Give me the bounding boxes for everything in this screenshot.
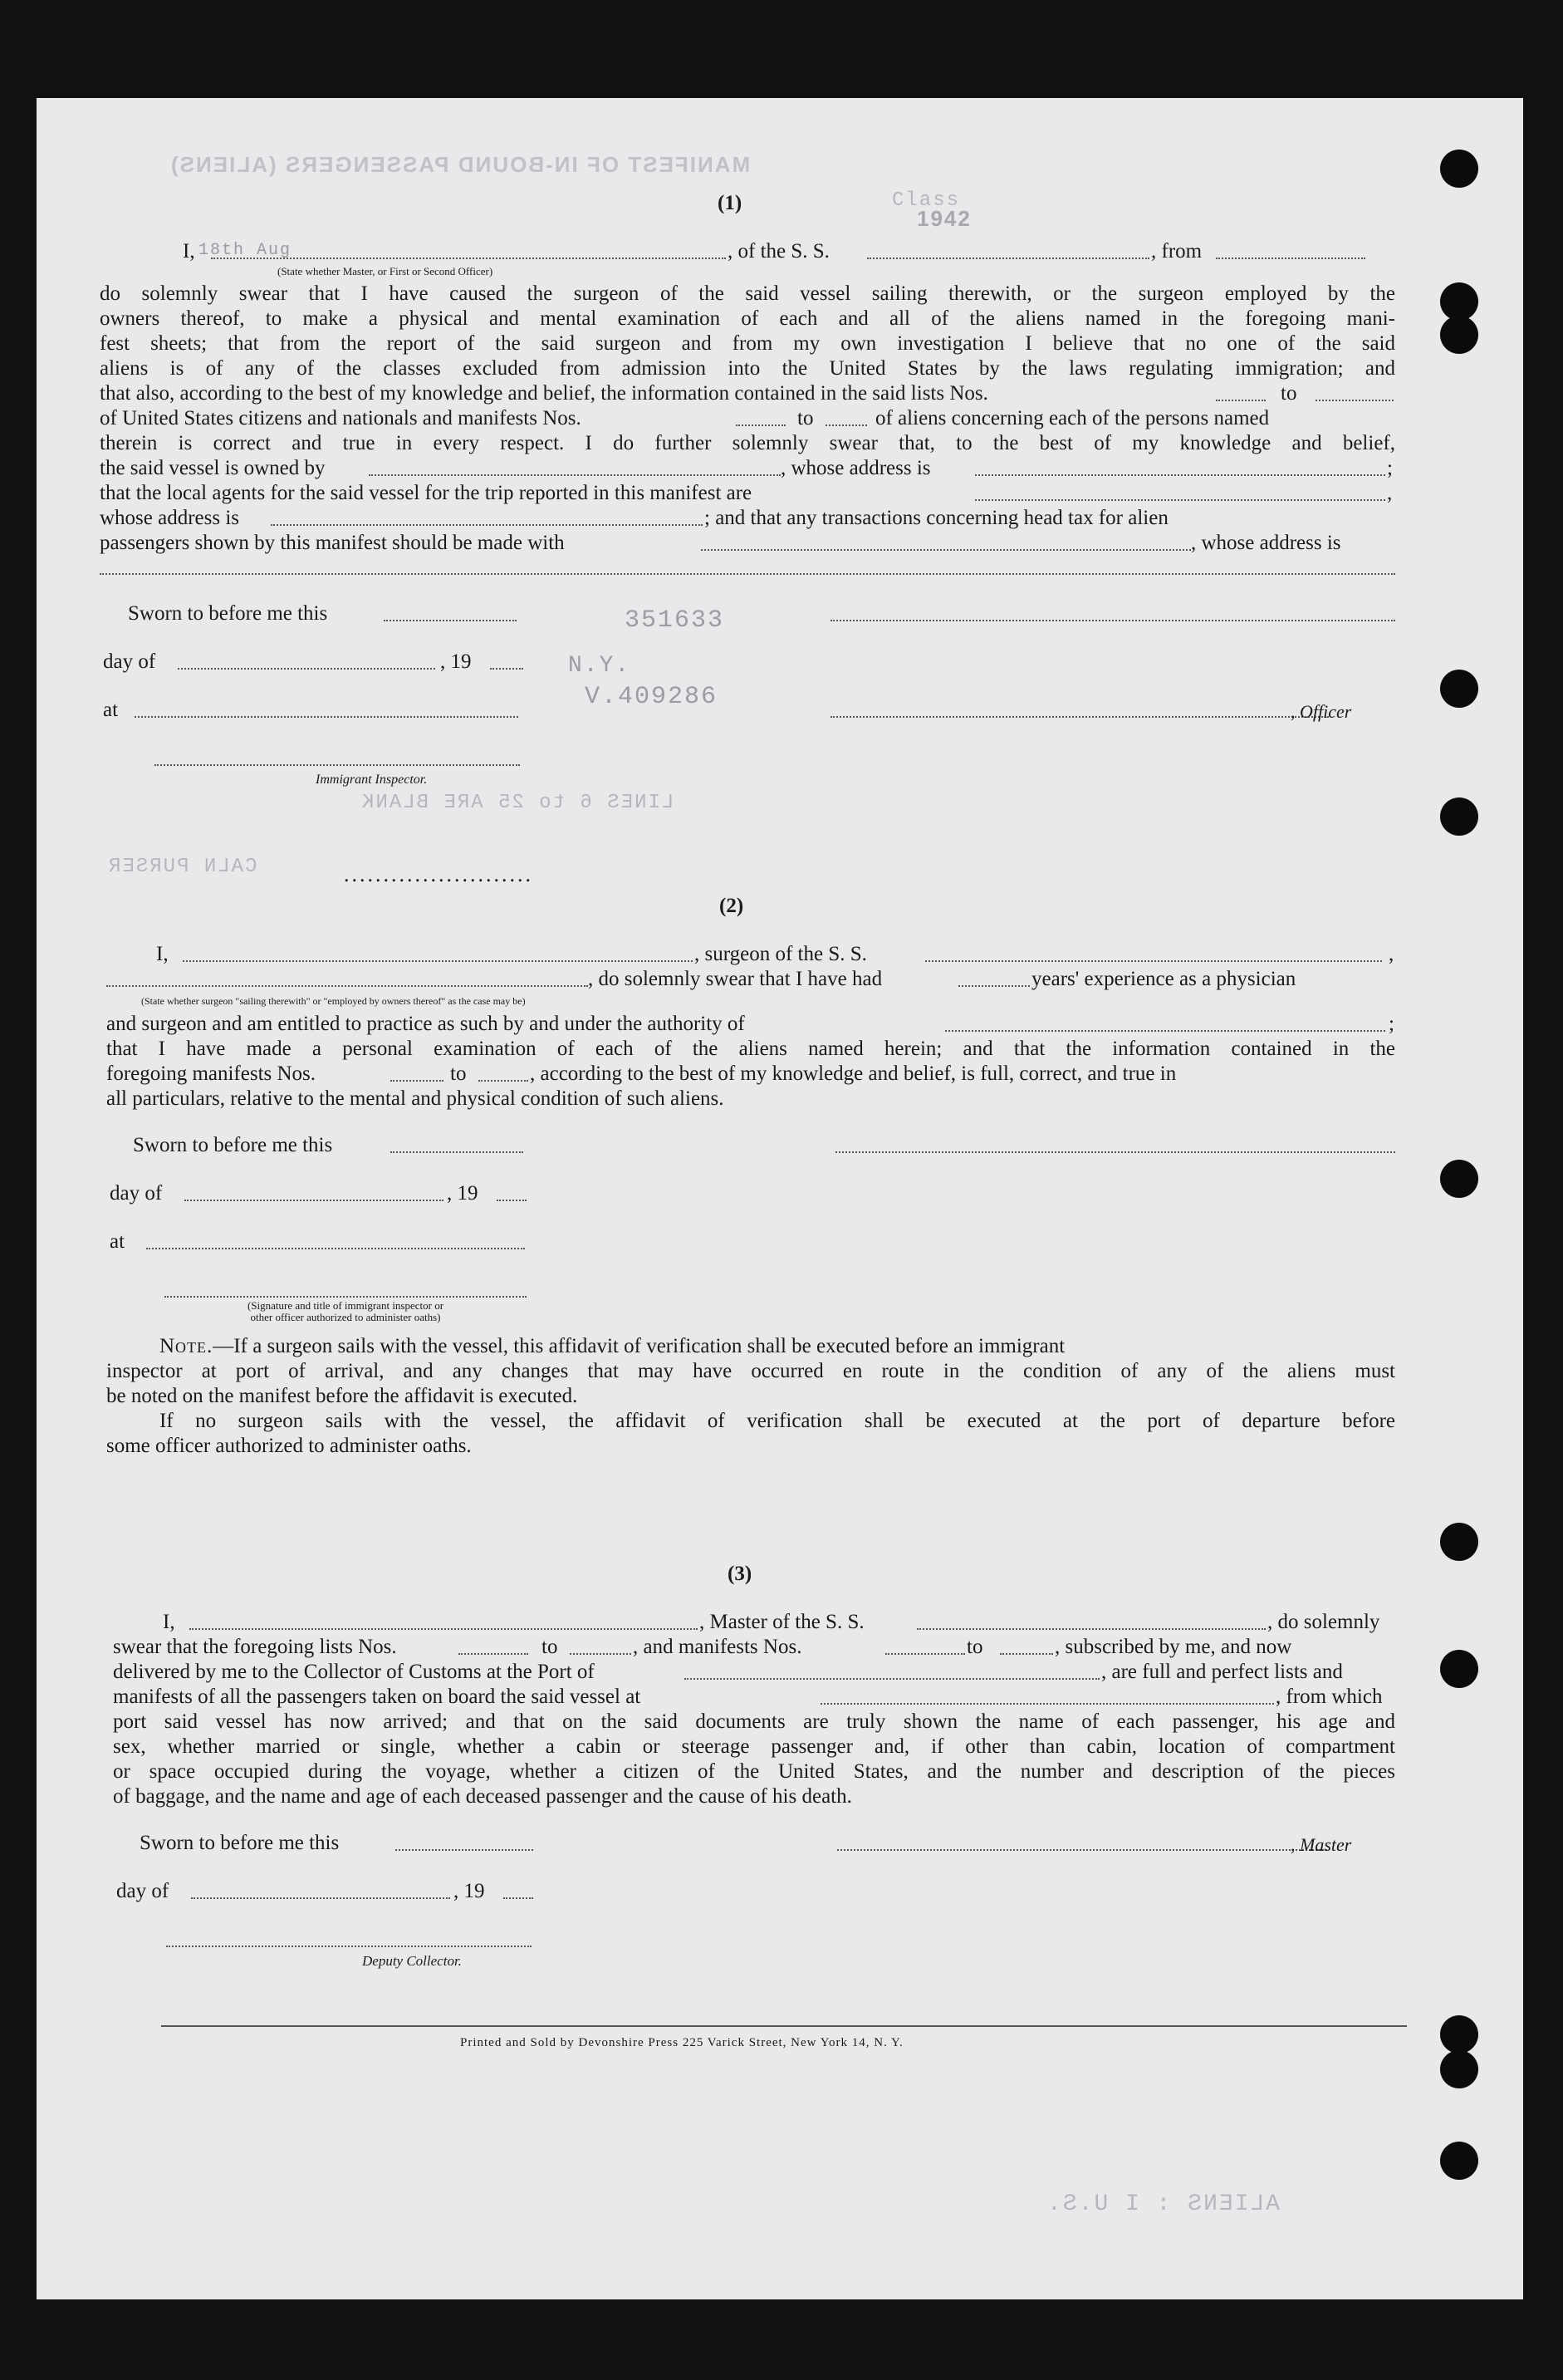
sec3-nineteen: , 19: [453, 1880, 485, 1902]
sec1-line-6c: of aliens concerning each of the persons named: [875, 407, 1270, 429]
purser-dots: ........................: [344, 862, 533, 886]
sec3-line-2e: , subscribed by me, and now: [1055, 1636, 1292, 1658]
sec1-line-11b: , whose address is: [1191, 532, 1341, 554]
sec1-at: at: [103, 699, 119, 721]
document-sheet: [37, 98, 1523, 2299]
collector-label: Deputy Collector.: [362, 1953, 462, 1969]
sec3-ship-field[interactable]: [917, 1628, 1266, 1630]
section-3-heading: (3): [728, 1563, 752, 1585]
sec2-nineteen: , 19: [447, 1182, 478, 1205]
manifests-from-field[interactable]: [736, 424, 786, 426]
sec2-i: I,: [156, 943, 169, 965]
sec1-line-1: do solemnly swear that I have caused the surgeon of the said vessel sailing therewith, or the surgeon employed by the: [100, 282, 1395, 305]
sec3-line-3a: delivered by me to the Collector of Customs at the Port of: [113, 1661, 595, 1683]
sec3-line-4a: manifests of all the passengers taken on board the said vessel at: [113, 1686, 641, 1708]
sec1-line-5a: that also, according to the best of my knowledge and belief, the information contained in the said lists Nos.: [100, 382, 988, 405]
ghost-class: Class: [892, 189, 961, 212]
sec3-line-2a: swear that the foregoing lists Nos.: [113, 1636, 397, 1658]
owner-field[interactable]: [369, 474, 781, 476]
sec2-line-5b: to: [450, 1062, 467, 1085]
sec2-surgeon-ss: , surgeon of the S. S.: [694, 943, 867, 965]
sec2-line-3a: and surgeon and am entitled to practice as such by and under the authority of: [106, 1013, 745, 1035]
surgeon-status-field[interactable]: [106, 985, 588, 987]
sec3-boarding-port-field[interactable]: [821, 1703, 1274, 1705]
ghost-title: MANIFEST OF IN-BOUND PASSENGERS (ALIENS): [169, 152, 751, 177]
sec2-at: at: [110, 1230, 125, 1253]
sec3-port-field[interactable]: [684, 1678, 1100, 1680]
sec2-line-5c: , according to the best of my knowledge and belief, is full, correct, and true in: [530, 1062, 1177, 1085]
sec1-line-10a: whose address is: [100, 507, 240, 529]
sec2-sworn: Sworn to before me this: [133, 1134, 333, 1156]
sec2-comma: ,: [1389, 943, 1394, 965]
sec1-at-field[interactable]: [135, 716, 518, 718]
sec1-line-4: aliens is of any of the classes excluded from admission into the United States by the laws regulating immigration; and: [100, 357, 1395, 380]
sec3-master-ss: , Master of the S. S.: [699, 1611, 865, 1633]
sec3-line-2b: to: [541, 1636, 558, 1658]
footer-rule: [161, 2025, 1407, 2027]
printer-line: Printed and Sold by Devonshire Press 225 Varick Street, New York 14, N. Y.: [460, 2036, 904, 2049]
sec2-sworn-field[interactable]: [390, 1151, 523, 1153]
ghost-lines-blank: LINES 6 to 25 ARE BLANK: [360, 792, 674, 814]
sec1-day-field[interactable]: [178, 668, 435, 670]
sec3-solemnly: , do solemnly: [1267, 1611, 1380, 1633]
sec2-line-5a: foregoing manifests Nos.: [106, 1062, 316, 1085]
note-line-5: some officer authorized to administer oaths.: [106, 1435, 472, 1457]
sec3-sworn: Sworn to before me this: [140, 1832, 340, 1854]
sec1-sworn-field[interactable]: [384, 620, 517, 621]
note-text-1: —If a surgeon sails with the vessel, this affidavit of verification shall be executed before an immigrant: [213, 1335, 1066, 1357]
ghost-ny: N.Y.: [568, 653, 631, 679]
sec1-line-8c: ;: [1387, 457, 1393, 479]
sec2-ship-field[interactable]: [925, 960, 1382, 962]
note-line-4: If no surgeon sails with the vessel, the affidavit of verification shall be executed at the port of departure before: [159, 1410, 1395, 1432]
sec3-line-2c: , and manifests Nos.: [633, 1636, 802, 1658]
sec1-year-field[interactable]: [490, 668, 523, 670]
sec2-signature-field[interactable]: [835, 1151, 1395, 1153]
sec1-line-11a: passengers shown by this manifest should be made with: [100, 532, 565, 554]
sec3-day-field[interactable]: [191, 1897, 450, 1899]
sec3-lists-to-field[interactable]: [570, 1653, 631, 1655]
sec3-line-6: sex, whether married or single, whether a cabin or steerage passenger and, if other than cabin, location of compartment: [113, 1735, 1395, 1758]
inspector-label: Immigrant Inspector.: [316, 773, 428, 787]
sec2-inspector-signature-field[interactable]: [164, 1296, 527, 1298]
sec3-manifests-from-field[interactable]: [885, 1653, 965, 1655]
punch-hole: [1440, 2142, 1478, 2180]
sec3-master-signature-field[interactable]: [837, 1849, 1327, 1851]
sec3-line-5: port said vessel has now arrived; and that on the said documents are truly shown the name of each passenger, his age and: [113, 1710, 1395, 1733]
punch-hole: [1440, 2015, 1478, 2054]
sec1-signature-field[interactable]: [830, 620, 1395, 621]
sec3-line-4b: , from which: [1276, 1686, 1383, 1708]
note-line-2: inspector at port of arrival, and any changes that may have occurred en route in the condition of any of the aliens must: [106, 1360, 1395, 1382]
punch-hole: [1440, 150, 1478, 188]
punch-hole: [1440, 670, 1478, 708]
sec1-day-of: day of: [103, 650, 156, 673]
sec2-line-4: that I have made a personal examination of each of the aliens named herein; and that the information contained in the: [106, 1038, 1395, 1060]
ghost-aug: 18th Aug: [198, 241, 292, 260]
sec2-line-2b: years' experience as a physician: [1031, 968, 1296, 990]
sec1-from: , from: [1151, 240, 1203, 263]
section-1-heading: (1): [718, 192, 742, 214]
sec2-line-3b: ;: [1389, 1013, 1394, 1035]
sec3-i: I,: [163, 1611, 175, 1633]
punch-hole: [1440, 316, 1478, 354]
sec3-master-name-field[interactable]: [189, 1628, 698, 1630]
sec3-line-8: of baggage, and the name and age of each deceased passenger and the cause of his death.: [113, 1785, 852, 1808]
sec2-manifests-from-field[interactable]: [390, 1080, 443, 1082]
sec1-line-9a: that the local agents for the said vessel for the trip reported in this manifest are: [100, 482, 752, 504]
punch-hole: [1440, 1523, 1478, 1561]
ghost-year: 1942: [917, 206, 972, 231]
sec1-nineteen: , 19: [440, 650, 472, 673]
sec1-of-ss: , of the S. S.: [728, 240, 830, 263]
ghost-num-1: 351633: [625, 606, 725, 635]
ghost-aliens: ALIENS : I U.S.: [1046, 2191, 1281, 2217]
owner-address-field[interactable]: [975, 474, 1385, 476]
sec1-line-8a: the said vessel is owned by: [100, 457, 326, 479]
sec1-officer: , Officer: [1291, 701, 1352, 722]
sec2-line-6: all particulars, relative to the mental and physical condition of such aliens.: [106, 1087, 724, 1110]
sec1-line-5b: to: [1281, 382, 1297, 405]
head-tax-party-field[interactable]: [701, 549, 1191, 551]
sec1-line-10b: ; and that any transactions concerning head tax for alien: [704, 507, 1169, 529]
note-label: Note.: [159, 1335, 213, 1357]
sec2-day-field[interactable]: [184, 1200, 443, 1201]
ghost-purser: CALN PURSER: [107, 856, 257, 878]
lists-from-field[interactable]: [1216, 400, 1266, 401]
ghost-num-2: V.409286: [585, 683, 718, 711]
sec1-line-3: fest sheets; that from the report of the said surgeon and from my own investigation I believe that no one of the said: [100, 332, 1395, 355]
sec2-line-2a: , do solemnly swear that I have had: [588, 968, 883, 990]
ship-name-field[interactable]: [867, 258, 1149, 259]
lists-to-field[interactable]: [1316, 400, 1394, 401]
years-experience-field[interactable]: [958, 985, 1030, 987]
sec2-manifests-to-field[interactable]: [478, 1080, 528, 1082]
sec2-year-field[interactable]: [497, 1200, 527, 1201]
agents-address-field[interactable]: [271, 524, 703, 526]
sec3-year-field[interactable]: [503, 1897, 533, 1899]
sec2-day-of: day of: [110, 1182, 163, 1205]
sec1-line-6a: of United States citizens and nationals and manifests Nos.: [100, 407, 581, 429]
sec3-sworn-field[interactable]: [395, 1849, 533, 1851]
sec1-line-9b: ,: [1387, 482, 1393, 504]
sec2-at-field[interactable]: [146, 1248, 525, 1249]
note-line-1: [159, 1334, 1065, 1359]
punch-hole: [1440, 1160, 1478, 1198]
sec3-line-3b: , are full and perfect lists and: [1101, 1661, 1343, 1683]
note-line-3: be noted on the manifest before the affidavit is executed.: [106, 1385, 578, 1407]
authority-field[interactable]: [945, 1030, 1385, 1032]
surgeon-name-field[interactable]: [183, 960, 693, 962]
sec3-manifests-to-field[interactable]: [1000, 1653, 1053, 1655]
sec1-line-7: therein is correct and true in every respect. I do further solemnly swear that, to the best of my knowledge and belief,: [100, 432, 1395, 454]
sec3-line-7: or space occupied during the voyage, whether a citizen of the United States, and the number and description of the pieces: [113, 1760, 1395, 1783]
sec1-sworn: Sworn to before me this: [128, 602, 328, 625]
sec3-day-of: day of: [116, 1880, 169, 1902]
sec1-officer-field[interactable]: [830, 716, 1329, 718]
sec1-i: I,: [183, 240, 195, 263]
head-tax-address-field[interactable]: [100, 573, 1395, 575]
sec1-line-2: owners thereof, to make a physical and mental examination of each and all of the aliens named in the foregoing mani-: [100, 307, 1395, 330]
punch-hole: [1440, 1650, 1478, 1688]
collector-signature-field[interactable]: [166, 1946, 532, 1947]
agents-field[interactable]: [975, 499, 1385, 501]
inspector-signature-field[interactable]: [154, 764, 520, 766]
from-port-field[interactable]: [1216, 258, 1365, 259]
sec3-line-2d: to: [967, 1636, 983, 1658]
surgeon-note: (State whether surgeon "sailing therewith" or "employed by owners thereof" as the case may be): [141, 995, 526, 1007]
sec1-line-6b: to: [797, 407, 814, 429]
sec3-master: , Master: [1291, 1834, 1352, 1855]
manifests-to-field[interactable]: [826, 424, 867, 426]
sig-note-1: (Signature and title of immigrant inspector or: [247, 1299, 444, 1312]
punch-hole: [1440, 2050, 1478, 2088]
sig-note-2: other officer authorized to administer oaths): [250, 1311, 441, 1323]
punch-hole: [1440, 797, 1478, 836]
section-2-heading: (2): [719, 895, 744, 917]
officer-note: (State whether Master, or First or Second Officer): [277, 265, 493, 277]
sec1-line-8b: , whose address is: [781, 457, 931, 479]
sec3-lists-from-field[interactable]: [458, 1653, 528, 1655]
